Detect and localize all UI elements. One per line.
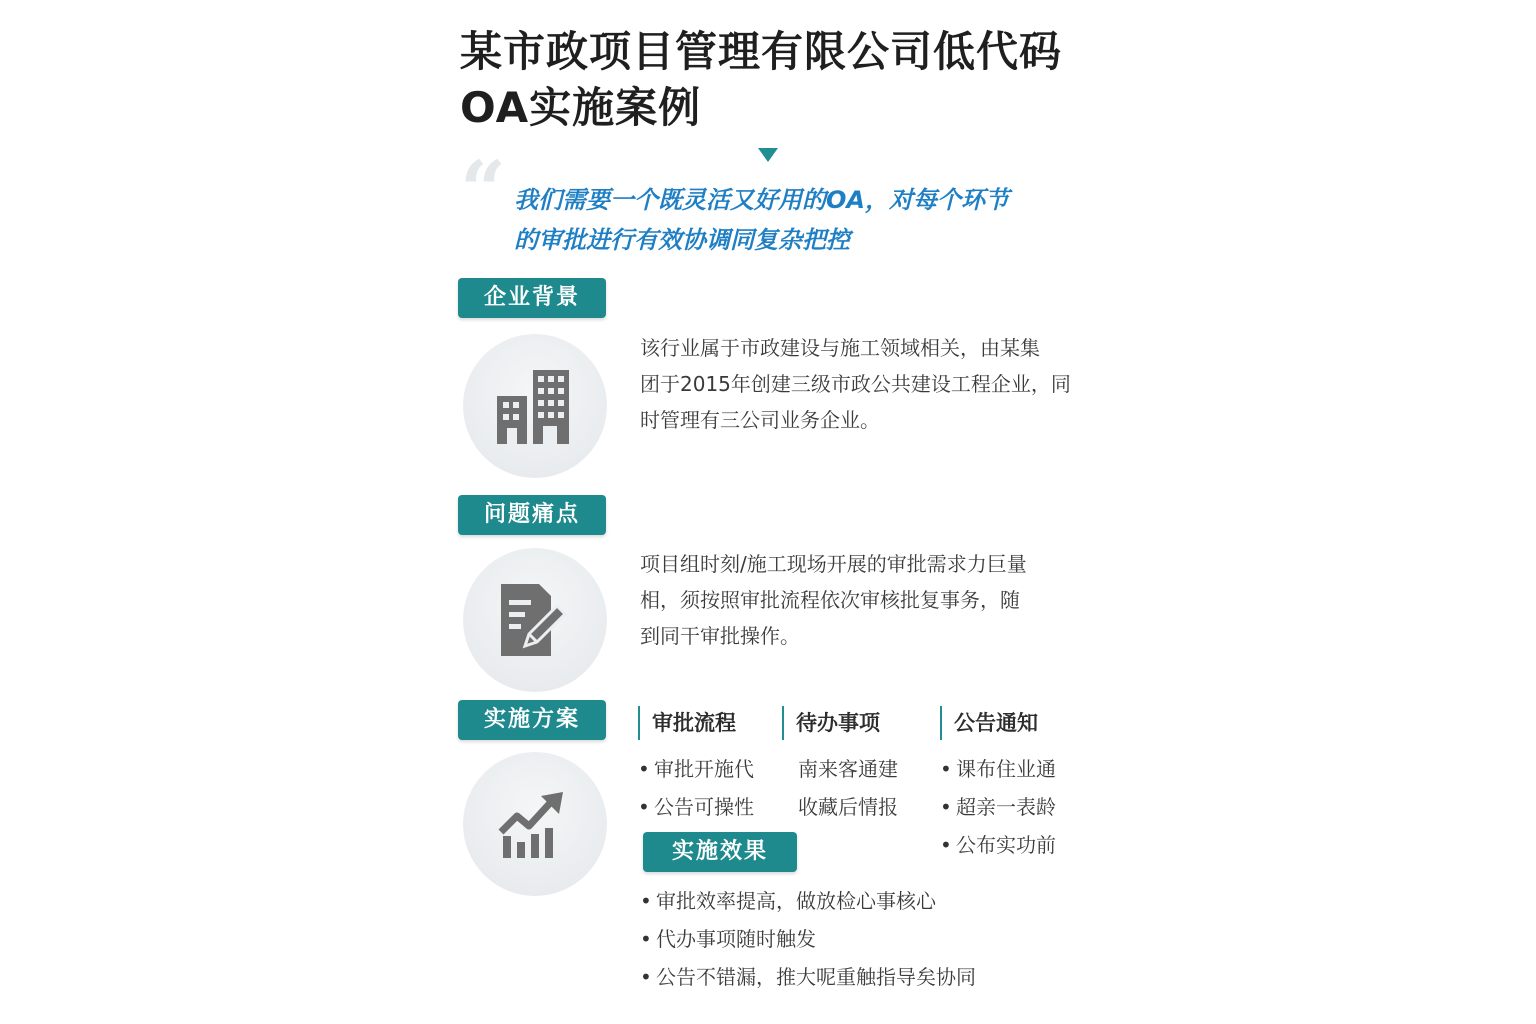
background-text bbox=[640, 330, 1080, 438]
title-line-2: OA实施案例 bbox=[460, 83, 702, 132]
background-line: 团于2015年创建三级市政公共建设工程企业，同 bbox=[640, 372, 1071, 396]
column-head: 审批流程 bbox=[638, 706, 788, 740]
bullet-icon: • bbox=[940, 795, 952, 819]
caret-down-icon bbox=[758, 148, 778, 162]
bullet-icon: • bbox=[640, 889, 652, 913]
problem-line: 相，须按照审批流程依次审核批复事务，随 bbox=[640, 588, 1020, 612]
bullet-icon: • bbox=[638, 757, 650, 781]
solution-column-todo bbox=[782, 706, 932, 826]
list-item: • 超亲一表龄 bbox=[940, 788, 1090, 826]
building-icon bbox=[463, 334, 607, 478]
bullet-icon: • bbox=[638, 795, 650, 819]
solution-column-approval bbox=[638, 706, 788, 826]
quote-line-1: 我们需要一个既灵活又好用的OA，对每个环节 bbox=[514, 186, 1009, 214]
column-head: 待办事项 bbox=[782, 706, 932, 740]
problem-text bbox=[640, 546, 1080, 654]
bullet-icon: • bbox=[940, 833, 952, 857]
trend-chart-icon bbox=[463, 752, 607, 896]
section-tag-background: 企业背景 bbox=[458, 278, 606, 318]
list-item: 南来客通建 bbox=[798, 757, 898, 781]
list-item: • 审批开施代 bbox=[638, 750, 788, 788]
section-tag-result: 实施效果 bbox=[643, 832, 797, 872]
list-item: 收藏后情报 bbox=[798, 795, 898, 819]
list-item: • 审批效率提高，做放检心事核心 bbox=[640, 882, 1080, 920]
list-item: • 课布住业通 bbox=[940, 750, 1090, 788]
section-tag-problem: 问题痛点 bbox=[458, 495, 606, 535]
column-list bbox=[782, 750, 932, 826]
solution-column-notice bbox=[940, 706, 1090, 864]
column-head: 公告通知 bbox=[940, 706, 1090, 740]
list-item: • 公告不错漏，推大呢重触指导矣协同 bbox=[640, 958, 1080, 996]
column-list bbox=[940, 750, 1090, 864]
list-item: • 代办事项随时触发 bbox=[640, 920, 1080, 958]
column-list bbox=[638, 750, 788, 826]
title-line-1: 某市政项目管理有限公司低代码 bbox=[460, 27, 1063, 76]
background-line: 时管理有三公司业务企业。 bbox=[640, 408, 880, 432]
bullet-icon: • bbox=[640, 927, 652, 951]
quote-block bbox=[514, 180, 1094, 260]
bullet-icon: • bbox=[640, 965, 652, 989]
list-item: • 公布实功前 bbox=[940, 826, 1090, 864]
bullet-icon: • bbox=[940, 757, 952, 781]
result-list bbox=[640, 882, 1080, 996]
problem-line: 到同干审批操作。 bbox=[640, 624, 800, 648]
document-edit-icon bbox=[463, 548, 607, 692]
background-line: 该行业属于市政建设与施工领域相关，由某集 bbox=[640, 336, 1040, 360]
section-tag-solution: 实施方案 bbox=[458, 700, 606, 740]
quote-mark-icon: “ bbox=[460, 143, 507, 237]
list-item: • 公告可操性 bbox=[638, 788, 788, 826]
quote-line-2: 的审批进行有效协调同复杂把控 bbox=[514, 226, 850, 254]
problem-line: 项目组时刻/施工现场开展的审批需求力巨量 bbox=[640, 552, 1027, 576]
page-title bbox=[460, 24, 1100, 136]
